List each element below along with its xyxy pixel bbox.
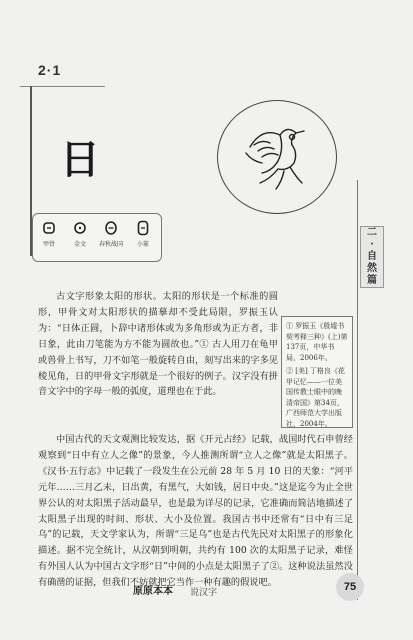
top-rule	[20, 86, 105, 87]
script-forms-panel	[32, 213, 162, 262]
footnote-item: ① 罗振玉《殷墟书契考释三种》(上)第137页，中华书局，2006年。	[286, 322, 348, 362]
jinwen-ri-icon	[73, 221, 87, 235]
side-tab-char: 自	[367, 251, 377, 262]
xiaozhuan-ri-icon	[136, 220, 150, 236]
page-number: 75	[336, 573, 364, 601]
section-number: 2·1	[38, 62, 62, 78]
footer-book-subtitle: 说汉字	[190, 588, 218, 598]
form-item-chunqiu	[97, 218, 125, 248]
body-paragraph: 中国古代的天文观测比较发达，据《开元占经》记载，战国时代石申曾经观察到“日中有立人之像”的景象，今人推测所谓“立人之像”就是太阳黑子。《汉书·五行志》中记载了一段发生在公元前 28 年 5 月 10 日的天象：“河平元年……三月乙未，日出黄，有黑气，大如钱，居日中央。”这是迄今为止全世界公认的对太阳黑子活动最早，也是最为详尽的记录，它准确而简洁地描述了太阳黑子出现的时间、形状、大小及位置。我国古书中还常有“日中有三足乌”的记载，天文学家认为，所谓“三足乌”也是古代先民对太阳黑子的形象化描述。据不完全统计，从汉朝到明朝，共约有 100 次的太阳黑子记录，难怪有外国人认为中国古文字形“日”中间的小点是太阳黑子了②。这种说法虽然没有确凿的证据，但我们不妨就把它当作一种有趣的假说吧。	[38, 434, 353, 589]
right-margin-rule	[357, 180, 358, 600]
side-tab-char: 篇	[367, 275, 377, 286]
side-tab-char: 然	[367, 263, 377, 274]
chunqiu-ri-icon	[104, 220, 118, 236]
side-tab-char: ·	[370, 239, 374, 250]
form-label: 小篆	[136, 241, 149, 248]
side-tab-char: 二	[367, 227, 377, 238]
three-legged-crow-icon	[232, 117, 322, 197]
footer-book-title: 原原本本	[133, 586, 173, 597]
form-item-xiaozhuan	[129, 218, 157, 248]
form-label: 春秋战国	[98, 241, 123, 248]
form-label: 甲骨	[42, 241, 55, 248]
sun-bird-illustration	[217, 100, 337, 214]
chapter-side-tab	[360, 226, 384, 288]
form-item-jinwen	[66, 218, 94, 248]
body-paragraph: 古文字形象太阳的形状。太阳的形状是一个标准的圆形，甲骨文对太阳形状的描摹却不受此局限，罗振玉认为：“日体正圆，卜辞中诸形体或为多角形或为正方者，非日象，此由刀笔能为方不能为圆故也。”① 古人用刀在龟甲或兽骨上书写，刀不如笔一般旋转自由，刻写出来的字多见棱见角，日的甲骨文字形就是一个很好的例子。汉字没有拼音文字中的字母一般的弧度，道理也在于此。	[38, 291, 278, 398]
form-label: 金文	[73, 241, 86, 248]
jiaguwen-ri-icon	[42, 221, 56, 235]
footnote-box	[281, 316, 353, 428]
main-character: 日	[60, 136, 100, 183]
footnote-item: ② [美] 丁格良《花甲记忆——一位美国传教士眼中的晚清帝国》第34页，广西师范大学出版社，2004年。	[286, 367, 345, 428]
form-item-jiaguwen	[35, 218, 63, 248]
